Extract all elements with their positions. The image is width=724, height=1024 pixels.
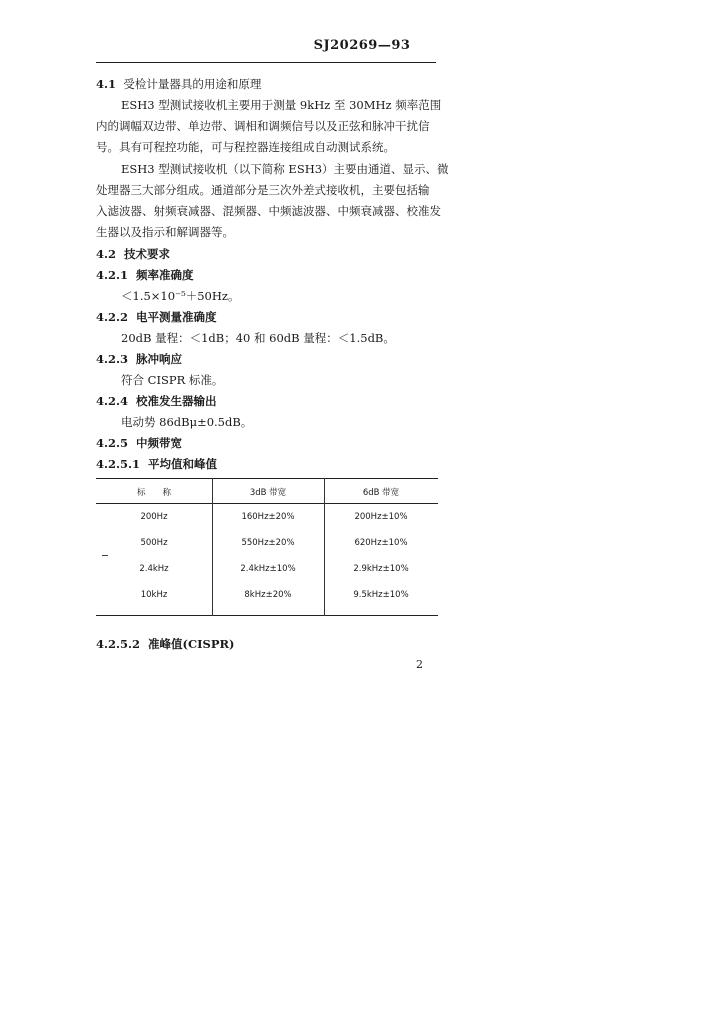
table-cell: 620Hz±10% xyxy=(354,538,408,548)
table-header-cell: 标 称 xyxy=(136,488,171,498)
paragraph-line: ESH3 型测试接收机（以下简称 ESH3）主要由通道、显示、微 xyxy=(121,162,449,176)
table-top-rule xyxy=(96,478,438,479)
section-4-2-5-2-heading: 4.2.5.2 准峰值(CISPR) xyxy=(96,637,235,651)
section-4-2-1-value: ＜1.5×10⁻⁵＋50Hz。 xyxy=(121,289,240,303)
table-cell: 500Hz xyxy=(140,538,168,548)
section-4-2-3-heading: 4.2.3 脉冲响应 xyxy=(96,352,183,366)
section-4-2-5-heading: 4.2.5 中频带宽 xyxy=(96,436,183,450)
table-cell: 200Hz xyxy=(140,512,168,522)
table-cell: 2.9kHz±10% xyxy=(353,564,409,574)
table-bottom-rule xyxy=(96,615,438,616)
table-cell: 2.4kHz xyxy=(139,564,169,574)
page-number: 2 xyxy=(416,658,423,671)
section-4-2-5-1-heading: 4.2.5.1 平均值和峰值 xyxy=(96,457,218,471)
table-cell: 10kHz xyxy=(140,590,168,600)
section-4-2-3-value: 符合 CISPR 标准。 xyxy=(121,373,224,387)
bandwidth-table xyxy=(96,478,438,616)
paragraph-line: 内的调幅双边带、单边带、调相和调频信号以及正弦和脉冲干扰信 xyxy=(96,119,430,133)
section-4-2-4-heading: 4.2.4 校准发生器输出 xyxy=(96,394,217,408)
table-cell: 550Hz±20% xyxy=(241,538,295,548)
table-cell: 160Hz±20% xyxy=(241,512,295,522)
table-cell: 2.4kHz±10% xyxy=(240,564,296,574)
table-header-cell: 6dB 带宽 xyxy=(362,488,400,498)
section-4-2-heading: 4.2 技术要求 xyxy=(96,247,171,261)
paragraph-line: 入滤波器、射频衰减器、混频器、中频滤波器、中频衰减器、校准发 xyxy=(96,204,441,218)
document-code: SJ20269—93 xyxy=(313,38,411,53)
table-cell: 9.5kHz±10% xyxy=(353,590,409,600)
section-4-2-2-heading: 4.2.2 电平测量准确度 xyxy=(96,310,217,324)
table-header-rule xyxy=(96,503,438,504)
paragraph-line: ESH3 型测试接收机主要用于测量 9kHz 至 30MHz 频率范围 xyxy=(121,98,442,112)
paragraph-line: 号。具有可程控功能，可与程控器连接组成自动测试系统。 xyxy=(96,140,395,154)
table-cell: 200Hz±10% xyxy=(354,512,408,522)
table-cell: 8kHz±20% xyxy=(244,590,292,600)
paragraph-line: 处理器三大部分组成。通道部分是三次外差式接收机，主要包括输 xyxy=(96,183,430,197)
section-4-2-1-heading: 4.2.1 频率准确度 xyxy=(96,268,194,282)
section-4-1-heading: 4.1 受检计量器具的用途和原理 xyxy=(96,77,262,91)
table-header-cell: 3dB 带宽 xyxy=(249,488,287,498)
section-4-2-2-value: 20dB 量程：＜1dB；40 和 60dB 量程：＜1.5dB。 xyxy=(121,331,395,345)
paragraph-line: 生器以及指示和解调器等。 xyxy=(96,225,234,239)
header-rule xyxy=(96,62,436,63)
margin-mark xyxy=(102,555,108,556)
section-4-2-4-value: 电动势 86dBμ±0.5dB。 xyxy=(121,415,253,429)
